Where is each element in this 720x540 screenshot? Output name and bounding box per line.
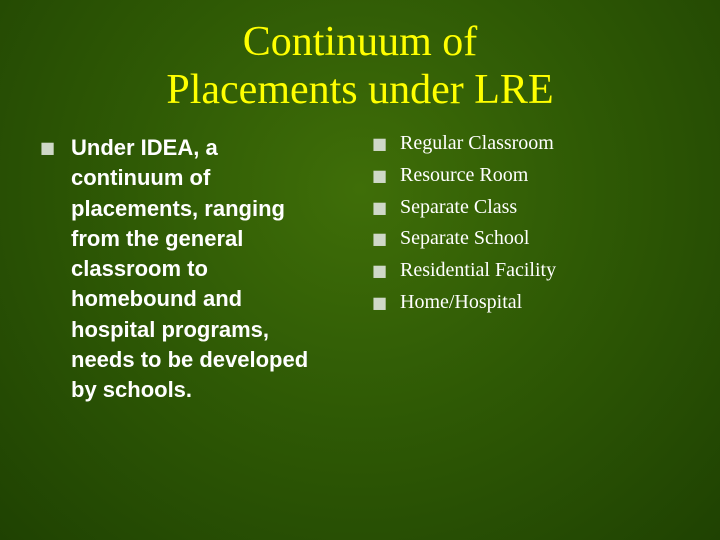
list-item-label: Separate Class — [400, 195, 518, 218]
list-item — [372, 287, 702, 319]
list-item-label: Regular Classroom — [400, 132, 554, 154]
title-line-2: Placements under LRE — [166, 67, 554, 113]
list-item — [372, 128, 702, 160]
left-text-line: continuum of — [71, 165, 211, 191]
square-bullet-icon: ■ — [372, 229, 388, 249]
square-bullet-icon: ■ — [372, 261, 388, 281]
left-text-line: placements, ranging — [71, 195, 285, 221]
title-line-1: Continuum of — [242, 19, 478, 65]
slide-title — [0, 18, 720, 114]
left-column — [40, 133, 340, 406]
list-item — [372, 223, 702, 255]
right-column — [372, 128, 702, 319]
left-text-line: hospital programs, — [71, 316, 270, 342]
square-bullet-icon: ■ — [372, 134, 388, 153]
square-bullet-icon: ■ — [372, 292, 388, 312]
left-text-line: from the general — [71, 225, 244, 251]
square-bullet-icon: ■ — [372, 165, 388, 185]
list-item — [372, 160, 702, 192]
left-bullet-item — [40, 133, 340, 406]
list-item-label: Residential Facility — [400, 259, 557, 282]
list-item — [372, 255, 702, 287]
list-item-label: Home/Hospital — [400, 290, 523, 313]
list-item-label: Separate School — [400, 227, 530, 250]
list-item-label: Resource Room — [400, 163, 529, 186]
left-text-line: Under IDEA, a — [71, 135, 218, 160]
left-text-line: by schools. — [71, 377, 193, 403]
list-item — [372, 192, 702, 224]
left-text-line: homebound and — [71, 286, 243, 312]
left-text-line: classroom to — [71, 256, 208, 282]
square-bullet-icon: ■ — [40, 138, 56, 157]
square-bullet-icon: ■ — [372, 197, 388, 217]
left-bullet-text — [71, 133, 308, 406]
left-text-line: needs to be developed — [71, 347, 309, 373]
